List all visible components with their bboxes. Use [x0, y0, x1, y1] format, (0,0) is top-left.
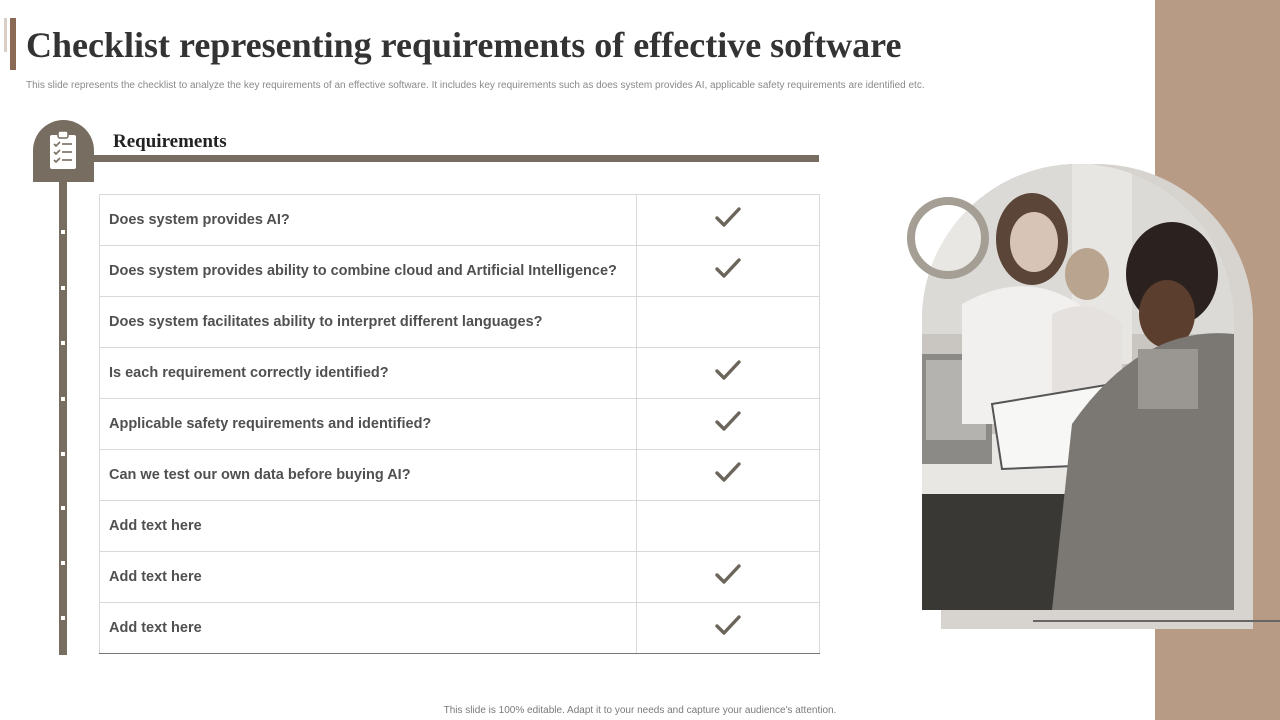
requirement-status-cell: [636, 552, 819, 603]
timeline-dot: [60, 340, 66, 346]
requirement-label: Add text here: [100, 552, 637, 603]
checkmark-icon: [714, 563, 742, 587]
slide-subtitle: This slide represents the checklist to analyze the key requirements of an effective software. It includes key requirements such as does system provides AI, applicable safety requirements are identified etc.: [26, 80, 925, 91]
checklist-row: [100, 348, 820, 399]
checklist-row: [100, 603, 820, 654]
requirement-label: Does system provides ability to combine cloud and Artificial Intelligence?: [100, 246, 637, 297]
checklist-row: [100, 552, 820, 603]
checklist-row: [100, 297, 820, 348]
requirement-status-cell: [636, 450, 819, 501]
requirement-label: Applicable safety requirements and identified?: [100, 399, 637, 450]
requirement-status-cell: [636, 399, 819, 450]
checkmark-icon: [714, 257, 742, 281]
requirement-label: Does system provides AI?: [100, 195, 637, 246]
requirement-label: Add text here: [100, 603, 637, 654]
requirement-status-cell: [636, 603, 819, 654]
requirement-status-cell: [636, 348, 819, 399]
requirements-underline-bar: [94, 155, 819, 162]
requirements-icon-tab: [33, 120, 94, 182]
requirements-checklist-table: [99, 194, 820, 654]
title-accent-light: [4, 18, 7, 52]
decorative-baseline: [1033, 620, 1280, 622]
checklist-row: [100, 450, 820, 501]
checkmark-icon: [714, 206, 742, 230]
decorative-ring: [907, 197, 989, 279]
requirement-label: Is each requirement correctly identified?: [100, 348, 637, 399]
timeline-dot: [60, 615, 66, 621]
timeline-dot: [60, 505, 66, 511]
requirement-status-cell: [636, 246, 819, 297]
checklist-row: [100, 246, 820, 297]
checkmark-icon: [714, 359, 742, 383]
requirements-heading: Requirements: [113, 131, 227, 152]
clipboard-checklist-icon: [47, 130, 79, 172]
slide-title: Checklist representing requirements of effective software: [26, 25, 902, 65]
timeline-dot: [60, 396, 66, 402]
requirement-status-cell: [636, 195, 819, 246]
checklist-row: [100, 399, 820, 450]
timeline-dot: [60, 229, 66, 235]
timeline-bar: [59, 182, 67, 655]
title-accent-bar: [10, 18, 16, 70]
checkmark-icon: [714, 614, 742, 638]
timeline-dot: [60, 285, 66, 291]
requirement-status-cell: [636, 501, 819, 552]
checkmark-icon: [714, 461, 742, 485]
slide-footer-note: This slide is 100% editable. Adapt it to your needs and capture your audience's attention.: [443, 705, 837, 716]
requirement-status-cell: [636, 297, 819, 348]
checklist-row: [100, 195, 820, 246]
timeline-dot: [60, 560, 66, 566]
checklist-row: [100, 501, 820, 552]
requirement-label: Does system facilitates ability to interpret different languages?: [100, 297, 637, 348]
requirement-label: Can we test our own data before buying AI?: [100, 450, 637, 501]
requirement-label: Add text here: [100, 501, 637, 552]
checkmark-icon: [714, 410, 742, 434]
timeline-dot: [60, 451, 66, 457]
